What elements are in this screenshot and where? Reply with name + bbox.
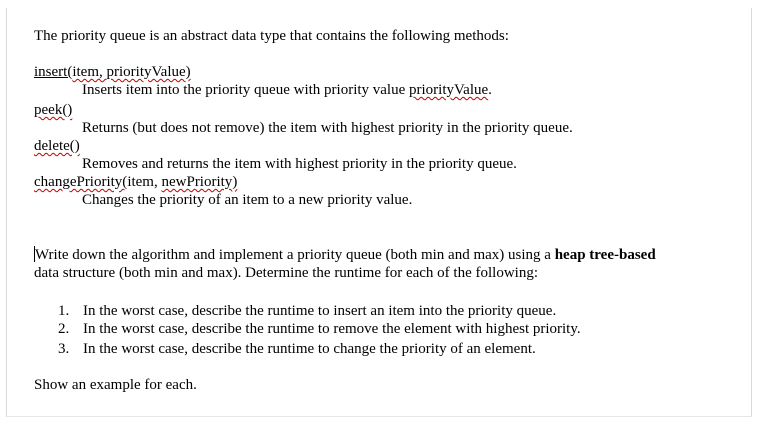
- method-change-priority-close-paren: ): [232, 174, 238, 190]
- task-line-2: data structure (both min and max). Determine the runtime for each of the following:: [34, 265, 539, 281]
- method-insert-signature: [34, 63, 191, 81]
- list-item: [58, 302, 556, 320]
- method-insert-description: Inserts item into the priority queue with priority value priorityValue.: [82, 82, 492, 98]
- list-item-number: 3.: [58, 341, 70, 357]
- method-insert-params: item, priorityValue: [72, 64, 186, 80]
- method-delete-description: Removes and returns the item with highest priority in the priority queue.: [82, 156, 517, 172]
- list-item-text: In the worst case, describe the runtime to insert an item into the priority queue.: [83, 303, 557, 319]
- method-delete-signature: [34, 137, 80, 155]
- list-item-text: In the worst case, describe the runtime to change the priority of an element.: [83, 341, 536, 357]
- method-peek-description: Returns (but does not remove) the item with highest priority in the priority queue.: [82, 120, 573, 136]
- method-insert-close-paren: ): [185, 64, 191, 80]
- closing-text: Show an example for each.: [34, 377, 197, 393]
- method-delete-name: delete(): [34, 138, 80, 154]
- list-item-number: 1.: [58, 303, 70, 319]
- list-item: [58, 320, 581, 338]
- task-line-1: Write down the algorithm and implement a priority queue (both min and max) using a heap tree-based: [35, 247, 656, 263]
- method-change-priority-description: Changes the priority of an item to a new priority value.: [82, 192, 413, 208]
- method-peek-signature: [34, 101, 72, 119]
- method-change-priority-signature: [34, 173, 237, 191]
- list-item: [58, 340, 536, 358]
- method-peek-name: peek(): [34, 102, 73, 118]
- list-item-number: 2.: [58, 321, 70, 337]
- intro-text: The priority queue is an abstract data type that contains the following methods:: [34, 28, 509, 44]
- method-change-priority-item: item,: [127, 174, 162, 190]
- method-change-priority-name: changePriority(: [34, 174, 128, 190]
- priority-value-param: priorityValue: [409, 82, 489, 98]
- list-item-text: In the worst case, describe the runtime to remove the element with highest priority.: [83, 321, 581, 337]
- method-change-priority-param: newPriority: [161, 174, 233, 190]
- method-insert-name: insert(: [34, 64, 73, 80]
- task-bold-term: heap tree-based: [554, 247, 656, 263]
